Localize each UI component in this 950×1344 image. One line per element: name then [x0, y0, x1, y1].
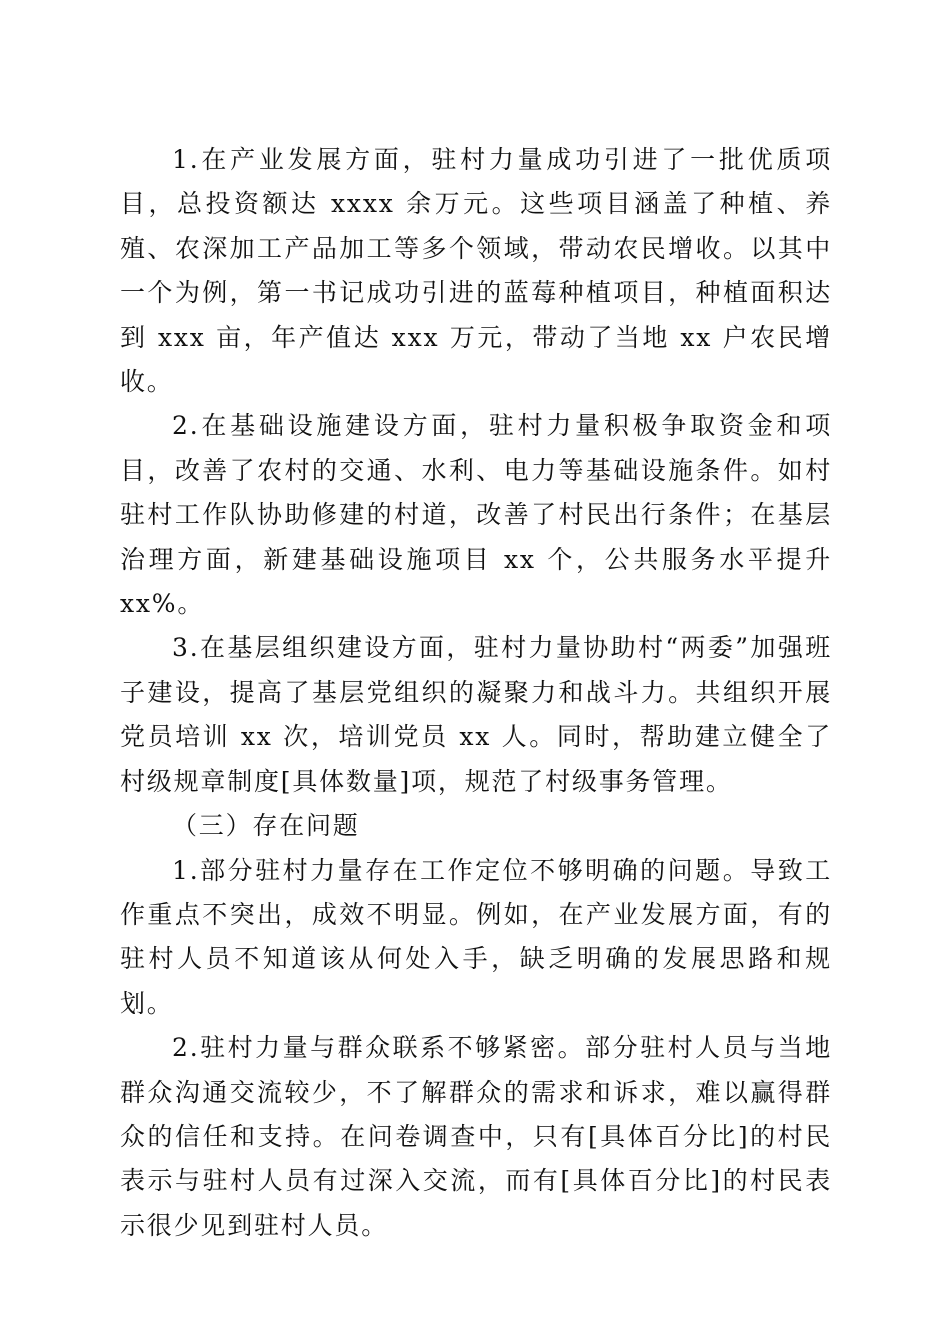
paragraph-grassroots-organization: 3.在基层组织建设方面，驻村力量协助村“两委”加强班子建设，提高了基层党组织的凝聚力和战斗力。共组织开展党员培训 xx 次，培训党员 xx 人。同时，帮助建立健全了村级规章制度[具体数量]项，规范了村级事务管理。	[120, 633, 832, 796]
paragraph-industry-development: 1.在产业发展方面，驻村力量成功引进了一批优质项目，总投资额达 xxxx 余万元。这些项目涵盖了种植、养殖、农深加工产品加工等多个领域，带动农民增收。以其中一个为例，第一书记成功引进的蓝莓种植项目，种植面积达到 xxx 亩，年产值达 xxx 万元，带动了当地 xx 户农民增收。	[120, 145, 832, 397]
paragraph-infrastructure: 2.在基础设施建设方面，驻村力量积极争取资金和项目，改善了农村的交通、水利、电力等基础设施条件。如村驻村工作队协助修建的村道，改善了村民出行条件；在基层治理方面，新建基础设施项目 xx 个，公共服务水平提升 xx%。	[120, 411, 832, 619]
paragraph-problem-positioning: 1.部分驻村力量存在工作定位不够明确的问题。导致工作重点不突出，成效不明显。例如，在产业发展方面，有的驻村人员不知道该从何处入手，缺乏明确的发展思路和规划。	[120, 855, 832, 1018]
paragraph-problem-contact: 2.驻村力量与群众联系不够紧密。部分驻村人员与当地群众沟通交流较少，不了解群众的需求和诉求，难以赢得群众的信任和支持。在问卷调查中，只有[具体百分比]的村民表示与驻村人员有过深入交流，而有[具体百分比]的村民表示很少见到驻村人员。	[120, 1033, 832, 1240]
document-body	[120, 138, 832, 1248]
section-heading-problems: （三）存在问题	[172, 811, 360, 841]
